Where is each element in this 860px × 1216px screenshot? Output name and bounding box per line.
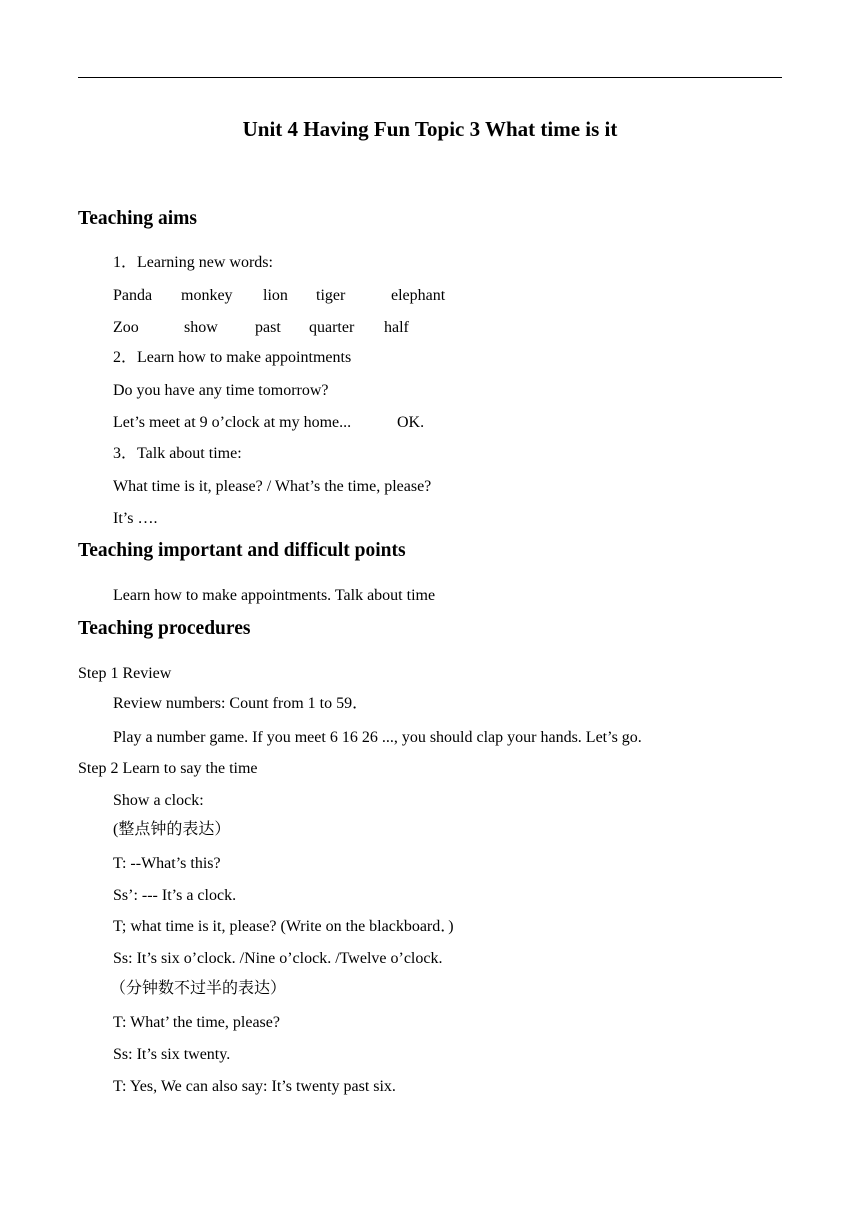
step-2-line: Show a clock: bbox=[113, 792, 204, 809]
step-2-line: (整点钟的表达） bbox=[113, 821, 231, 838]
step-2-line: T: What’ the time, please? bbox=[113, 1014, 280, 1031]
word: Panda bbox=[113, 287, 153, 304]
word: Zoo bbox=[113, 319, 139, 336]
header-rule bbox=[78, 77, 782, 78]
time-question: What time is it, please? / What’s the time, please? bbox=[113, 478, 432, 495]
word: past bbox=[255, 319, 281, 336]
time-answer: It’s …. bbox=[113, 510, 158, 527]
word: show bbox=[184, 319, 218, 336]
word: elephant bbox=[391, 287, 446, 304]
word: monkey bbox=[181, 287, 233, 304]
step-1-line: Review numbers: Count from 1 to 59． bbox=[113, 695, 369, 712]
word: quarter bbox=[309, 319, 355, 336]
aims-item-1: 1．Learning new words: bbox=[113, 254, 273, 271]
heading-teaching-aims: Teaching aims bbox=[78, 208, 198, 229]
document-title: Unit 4 Having Fun Topic 3 What time is it bbox=[242, 117, 618, 141]
word: tiger bbox=[316, 287, 346, 304]
step-2-line: T: Yes, We can also say: It’s twenty past six. bbox=[113, 1078, 396, 1095]
appointment-question: Do you have any time tomorrow? bbox=[113, 382, 329, 399]
points-text: Learn how to make appointments. Talk about time bbox=[113, 587, 436, 604]
aims-item-2: 2．Learn how to make appointments bbox=[113, 349, 352, 366]
heading-teaching-procedures: Teaching procedures bbox=[78, 618, 251, 639]
step-2-line: Ss: It’s six twenty. bbox=[113, 1046, 231, 1063]
step-2-line: T: --What’s this? bbox=[113, 855, 221, 872]
appointment-answer: Let’s meet at 9 o’clock at my home... bbox=[113, 414, 352, 431]
step-2-title: Step 2 Learn to say the time bbox=[78, 760, 258, 777]
step-1-line: Play a number game. If you meet 6 16 26 ..., you should clap your hands. Let’s go. bbox=[113, 729, 642, 746]
aims-item-3: 3．Talk about time: bbox=[113, 445, 242, 462]
appointment-ok: OK. bbox=[397, 414, 425, 431]
step-2-line: T; what time is it, please? (Write on the blackboard．) bbox=[113, 918, 454, 935]
step-2-line: Ss’: --- It’s a clock. bbox=[113, 887, 237, 904]
step-2-line: Ss: It’s six o’clock. /Nine o’clock. /Twelve o’clock. bbox=[113, 950, 443, 967]
word: lion bbox=[263, 287, 288, 304]
word: half bbox=[384, 319, 409, 336]
step-1-title: Step 1 Review bbox=[78, 665, 172, 682]
heading-important-points: Teaching important and difficult points bbox=[78, 540, 406, 561]
step-2-line: （分钟数不过半的表达） bbox=[110, 980, 287, 997]
